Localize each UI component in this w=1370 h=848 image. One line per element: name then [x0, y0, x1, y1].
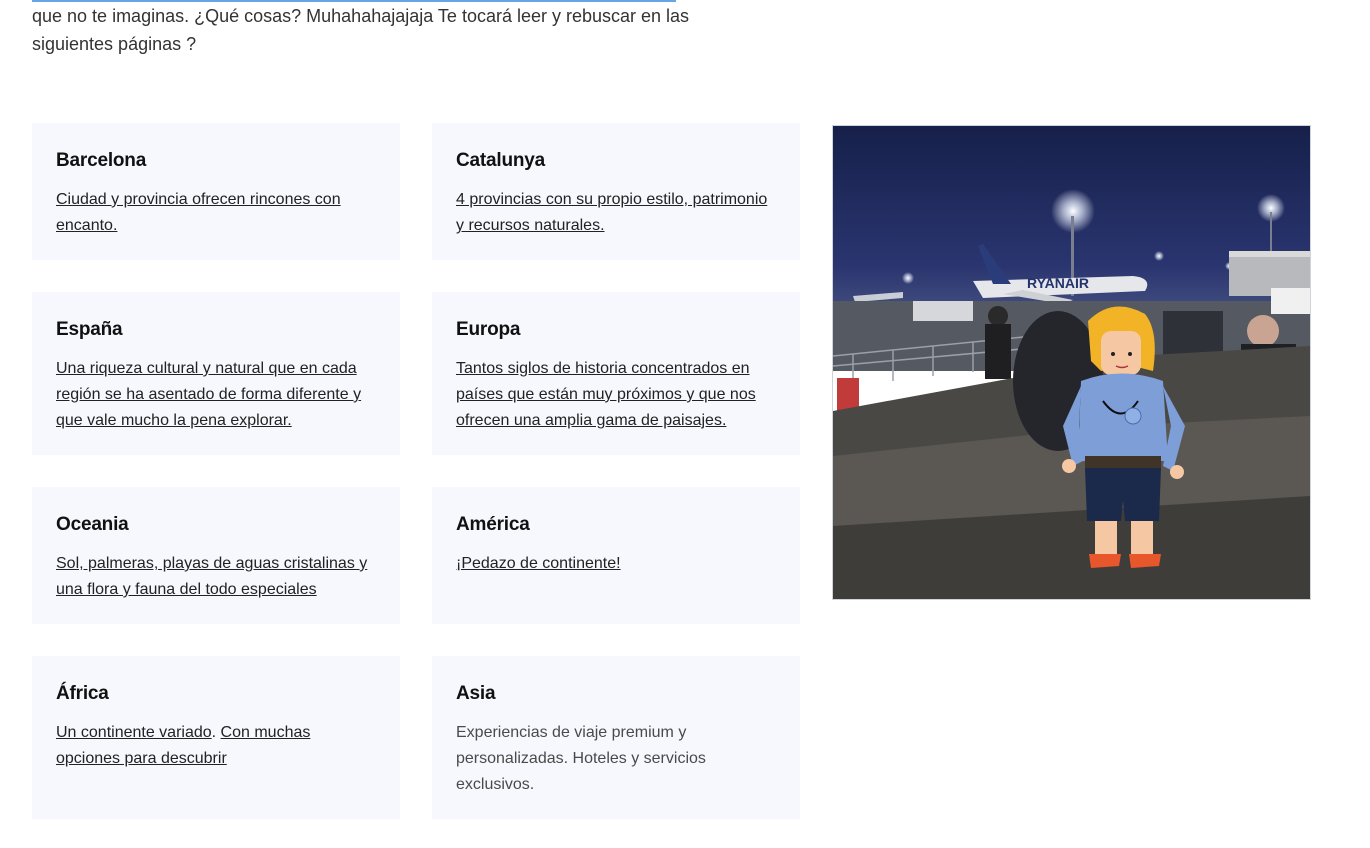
card-title: Catalunya — [456, 150, 546, 171]
card-oceania — [32, 487, 400, 624]
card-catalunya — [432, 123, 800, 260]
card-america — [432, 487, 800, 624]
airline-text: RYANAIR — [1027, 275, 1089, 291]
card-text-asia: Experiencias de viaje premium y personalizadas. Hoteles y servicios exclusivos. — [456, 724, 706, 793]
card-link-oceania[interactable]: Sol, palmeras, playas de aguas cristalinas y una flora y fauna del todo especiales — [56, 555, 368, 598]
card-title: África — [56, 683, 109, 704]
card-link-america[interactable]: ¡Pedazo de continente! — [456, 555, 621, 572]
airport-figure-photo — [833, 126, 1310, 599]
intro-line-1: que no te imaginas. ¿Qué cosas? Muhahahajajaja Te tocará leer y rebuscar en las — [32, 6, 690, 26]
card-title: España — [56, 319, 123, 340]
card-title: América — [456, 514, 530, 535]
card-asia — [432, 656, 800, 819]
card-link-espana[interactable]: Una riqueza cultural y natural que en cada región se ha asentado de forma diferente y que vale mucho la pena explorar. — [56, 360, 362, 429]
intro-paragraph — [32, 2, 732, 58]
card-title: Barcelona — [56, 150, 147, 171]
card-link-catalunya[interactable]: 4 provincias con su propio estilo, patrimonio y recursos naturales. — [456, 191, 768, 234]
card-link-barcelona[interactable]: Ciudad y provincia ofrecen rincones con encanto. — [56, 191, 341, 234]
card-link-africa-2[interactable]: Con muchas opciones para descubrir — [56, 724, 311, 767]
card-link-europa[interactable]: Tantos siglos de historia concentrados en países que están muy próximos y que nos ofrecen una amplia gama de paisajes. — [456, 360, 756, 429]
card-title: Oceania — [56, 514, 129, 535]
card-link-africa-1[interactable]: Un continente variado — [56, 724, 212, 741]
card-title: Asia — [456, 683, 496, 704]
card-barcelona — [32, 123, 400, 260]
intro-line-2: siguientes páginas ? — [32, 34, 197, 54]
card-africa — [32, 656, 400, 819]
travel-photo — [832, 125, 1311, 600]
card-title: Europa — [456, 319, 521, 340]
card-espana — [32, 292, 400, 455]
card-separator: . — [211, 724, 221, 741]
card-europa — [432, 292, 800, 455]
